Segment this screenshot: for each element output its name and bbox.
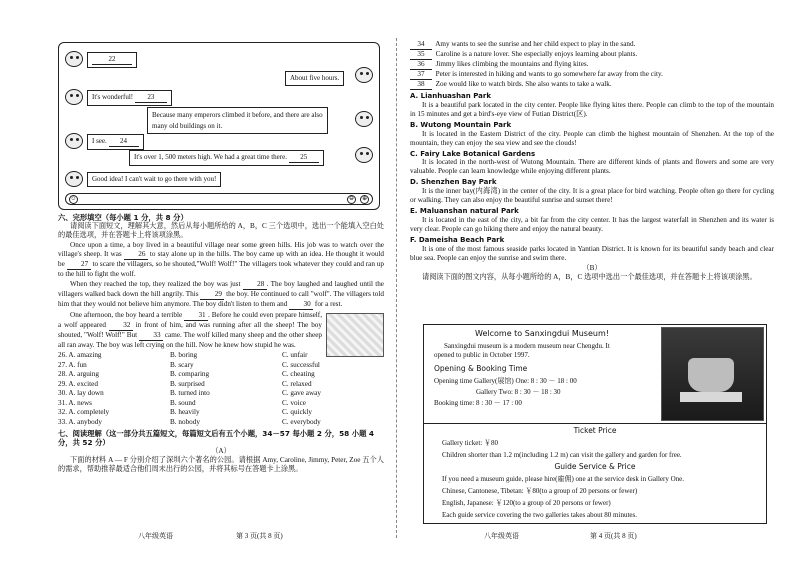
cloze-paragraph-3: One afternoon, the boy heard a terrible 31 . Before he could even prepare himself, a wolf appeared 32 in front of him, and was running after all the sheep! The boy shouted, "Wolf! Wolf!" But 33 came. The wolf killed many sheep and the other sheep all ran away. The boy was left crying on the hill. Now he knew how stupid he was.: [58, 311, 322, 350]
museum-title: Welcome to Sanxingdui Museum!: [475, 329, 609, 338]
cloze-paragraph-3-wrap: [58, 311, 384, 350]
option-30-b: B. turned into: [170, 389, 210, 398]
wolf-illustration: [326, 313, 384, 357]
opening-time-1: Opening time Gallery(展馆) One: 8 : 30 － 18 : 00: [434, 377, 577, 385]
option-26-b: B. boring: [170, 351, 198, 360]
notice-divider: [424, 423, 766, 424]
cloze-paragraph-2: When they reached the top, they realized the boy was just 28 . The boy laughed and laughed until the villagers walked back down the hill angrily. This 29 the boy. He continued to call "wolf". The villagers told him that they would not believe him anymore. The boy didn't listen to them and 30 for a rest.: [58, 280, 384, 309]
blank-22: 22: [92, 55, 132, 65]
chat-bubble-4: Because many emperors climbed it before, and there are also many old buildings on it.: [147, 107, 328, 134]
park-b-label: B. Wutong Mountain Park: [410, 120, 512, 129]
park-a-body: It is a beautiful park located in the city center. People like flying kites there. People can climb to the top of the mountain in 15 minutes and get a bird's-eye view of Futian District(区).: [410, 100, 774, 118]
park-a-label: A. Lianhuashan Park: [410, 92, 491, 100]
option-33-c: C. everybody: [282, 417, 321, 426]
park-d-label: D. Shenzhen Bay Park: [410, 178, 497, 187]
chat-box: [58, 42, 380, 210]
cloze-instruction: 请阅读下面短文，理解其大意，然后从每小题所给的 A，B，C 三个选项中，选出一个能填入空白处的最佳选项，并在答题卡上将该项涂黑。: [58, 222, 384, 240]
reading-part-b: （B）: [582, 263, 602, 272]
boy-avatar-icon: [65, 89, 83, 105]
option-29-a: 29. A. excited: [58, 379, 98, 388]
plus-icon[interactable]: ⊕: [361, 196, 368, 202]
chat-bubble-7: Good idea! I can't wait to go there with you!: [87, 172, 221, 187]
option-32-a: 32. A. completely: [58, 408, 110, 417]
footer-left-subject: 八年级英语: [138, 532, 173, 541]
chat-bubble-1: [87, 52, 137, 68]
option-31-a: 31. A. news: [58, 398, 92, 407]
chat-bubble-5: I see. 24: [87, 134, 144, 150]
cloze-paragraph-1: Once upon a time, a boy lived in a beautiful village near some green hills. His job was to watch over the village's sheep. It was 26 to stay alone up in the hills. The boy came up with an idea. He thought it would be 27 to scare the villagers, so he shouted,"Wolf! Wolf!" The villagers took whatever they could and ran up to the hill to fight the wolf.: [58, 241, 384, 279]
girl-avatar-icon: [355, 147, 373, 163]
option-28-b: B. comparing: [170, 370, 210, 379]
question-38: 38 Zoe would like to watch birds. She also wants to take a walk.: [410, 80, 774, 90]
blank-25: 25: [289, 153, 319, 163]
museum-notice: [423, 324, 767, 524]
girl-avatar-icon: [355, 67, 373, 83]
minus-icon[interactable]: ⊖: [348, 196, 355, 202]
chat-bubble-6: It's over 1, 500 meters high. We had a great time there. 25: [129, 150, 324, 166]
option-31-c: C. voice: [282, 398, 306, 407]
option-32-c: C. quickly: [282, 408, 312, 417]
bronze-mask-photo: [661, 327, 764, 421]
park-c-body: It is located in the north-west of Wutong Mountain. There are different kinds of plants and flowers and some are very valuable. People can learn knowledge while enjoying different plants.: [410, 158, 774, 176]
option-31-b: B. sound: [170, 398, 196, 407]
chat-bubble-2: About five hours.: [285, 71, 344, 86]
option-30-c: C. gave away: [282, 389, 321, 398]
option-33-a: 33. A. anybody: [58, 417, 102, 426]
option-26-a: 26. A. amazing: [58, 351, 102, 360]
reading-intro: 下面的材料 A — F 分别介绍了深圳六个著名的公园。请根据 Amy, Caroline, Jimmy, Peter, Zoe 五个人的需求，帮助推荐最适合他们周末出行的公园，并将其标号在答题卡上涂黑。: [58, 455, 384, 473]
park-f-label: F. Dameisha Beach Park: [410, 235, 505, 244]
reading-title: 七、阅读理解（这一部分共五篇短文，每篇短文后有五个小题，34－57 每小题 2 分，58 小题 4 分，共 52 分）: [58, 428, 375, 447]
park-e-body: It is located in the east of the city, a bit far from the city center. It has the largest waterfall in Shenzhen and its water is very clear. People can go hiking there and enjoy the natural beauty.: [410, 215, 774, 233]
option-33-b: B. nobody: [170, 417, 200, 426]
ticket-title: Ticket Price: [573, 426, 617, 435]
footer-left-page: 第 3 页(共 8 页): [236, 532, 283, 541]
left-page: [58, 0, 384, 561]
reading-part-a: （A）: [211, 446, 231, 455]
option-26-c: C. unfair: [282, 351, 308, 360]
booking-time: Booking time: 8 : 30 － 17 : 00: [434, 399, 522, 407]
chat-bubble-3: It's wonderful! 23: [87, 90, 172, 106]
question-37: 37 Peter is interested in hiking and wants to go somewhere far away from the city.: [410, 70, 774, 80]
option-27-a: 27. A. fun: [58, 360, 87, 369]
park-b-body: It is located in the Eastern District of the city. People can climb the highest mountain of Shenzhen. At the top of the mountain, they can enjoy the sea view and see the clouds!: [410, 129, 774, 147]
guide-duration: Each guide service covering the two galleries takes about 80 minutes.: [442, 511, 637, 519]
option-28-c: C. cheating: [282, 370, 315, 379]
museum-intro: Sanxingdui museum is a modern museum near Chengdu. It opened to public in October 1997.: [434, 342, 610, 359]
blank-24: 24: [109, 137, 139, 147]
option-29-c: C. relaxed: [282, 379, 312, 388]
guide-price-english: English, Japanese: ￥120(to a group of 20 persons or fewer): [442, 499, 611, 507]
footer-right-page: 第 4 页(共 8 页): [590, 532, 637, 541]
blank-23: 23: [135, 93, 167, 103]
option-29-b: B. surprised: [170, 379, 205, 388]
opening-title: Opening & Booking Time: [434, 364, 528, 373]
boy-avatar-icon: [65, 171, 83, 187]
cloze-options: [58, 351, 384, 427]
children-free: Children shorter than 1.2 m(including 1.2 m) can visit the gallery and garden for free.: [442, 451, 682, 459]
question-34: 34 Amy wants to see the sunrise and her child expect to play in the sand.: [410, 40, 774, 50]
park-c-label: C. Fairy Lake Botanical Gardens: [410, 149, 536, 158]
cloze-title: 六、完形填空（每小题 1 分，共 8 分）: [58, 213, 188, 222]
footer-right-subject: 八年级英语: [484, 532, 519, 541]
option-32-b: B. heavily: [170, 408, 200, 417]
guide-price-chinese: Chinese, Cantonese, Tibetan: ￥80(to a group of 20 persons or fewer): [442, 487, 638, 495]
chat-input-bar[interactable]: [65, 193, 373, 205]
question-35: 35 Caroline is a nature lover. She especially enjoys learning about plants.: [410, 50, 774, 60]
question-list: [410, 40, 774, 283]
option-30-a: 30. A. lay down: [58, 389, 104, 398]
question-36: 36 Jimmy likes climbing the mountains and flying kites.: [410, 60, 774, 70]
part-b-intro: 请阅读下面的图文内容，从每小题所给的 A，B，C 选项中选出一个最佳选项，并在答题卡上将该项涂黑。: [422, 272, 757, 281]
page-divider: [396, 38, 397, 538]
right-page: [410, 0, 774, 561]
park-d-body: It is the inner bay(内海湾) in the center of the city. It is a great place for bird watching. People often go there for cycling or walking. They can also enjoy the beautiful sunrise and sunset there!: [410, 187, 774, 204]
park-e-label: E. Maluanshan natural Park: [410, 207, 519, 215]
park-f-body: It is one of the most famous seaside parks located in Yantian District. It is known for its beautiful sandy beach and clear blue sea. People can enjoy the sunrise and swim there.: [410, 244, 774, 262]
ticket-price: Gallery ticket: ￥80: [442, 439, 498, 447]
option-27-c: C. successful: [282, 360, 320, 369]
opening-time-2: Gallery Two: 8 : 30 － 18 : 30: [476, 388, 561, 396]
boy-avatar-icon: [65, 51, 83, 67]
emoji-icon[interactable]: ☺: [70, 196, 77, 202]
boy-avatar-icon: [65, 133, 83, 149]
guide-hire: If you need a museum guide, please hire(雇佣) one at the service desk in Gallery One.: [442, 475, 684, 483]
girl-avatar-icon: [355, 111, 373, 127]
guide-title: Guide Service & Price: [554, 462, 636, 471]
cloze-section: [58, 213, 384, 475]
option-27-b: B. scary: [170, 360, 194, 369]
option-28-a: 28. A. arguing: [58, 370, 99, 379]
